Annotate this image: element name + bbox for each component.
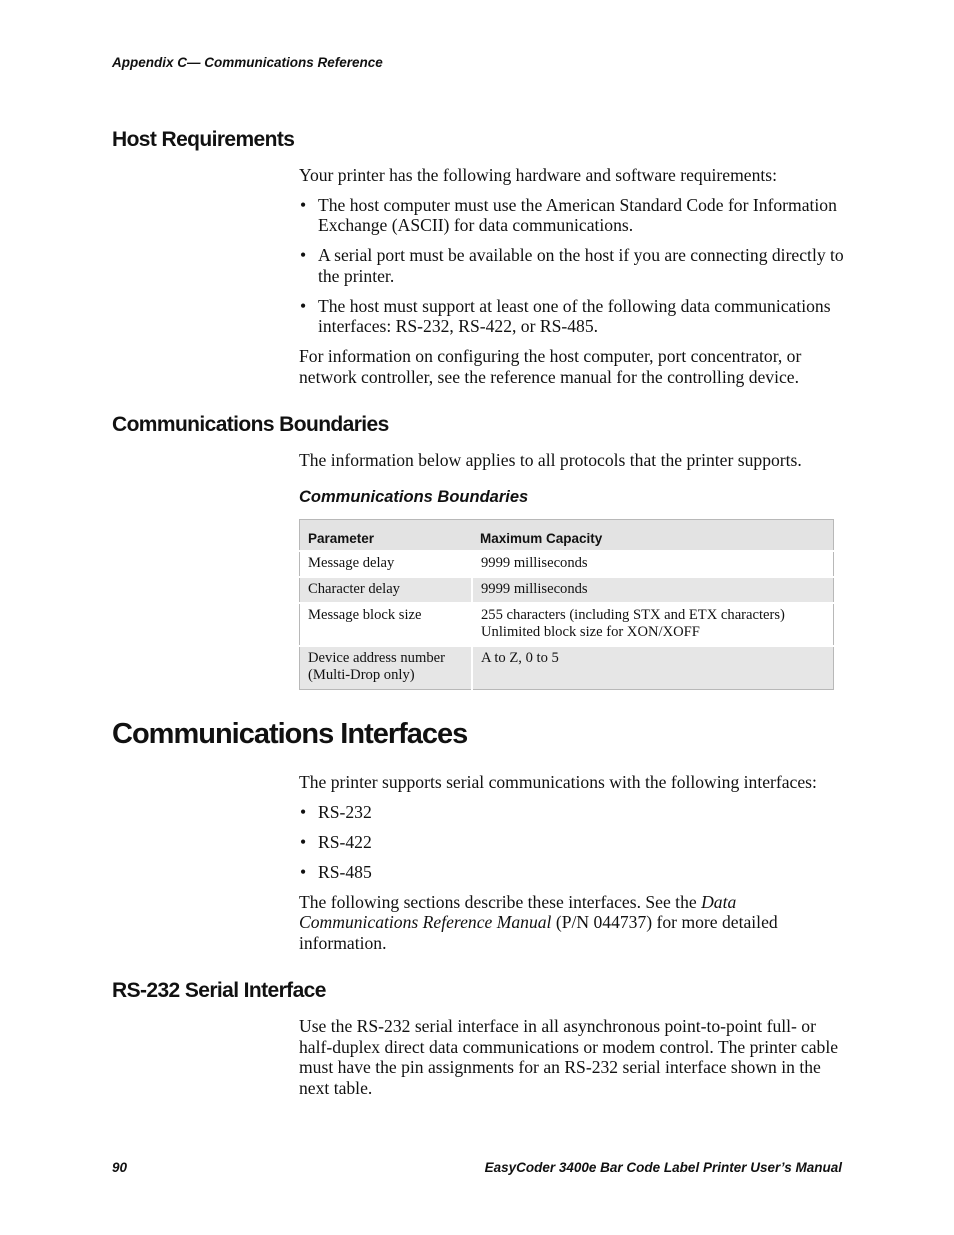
communications-boundaries-table bbox=[299, 519, 834, 690]
table-row bbox=[300, 603, 834, 646]
table-row bbox=[300, 646, 834, 690]
table-row bbox=[300, 551, 834, 577]
table-cell-capacity bbox=[472, 551, 834, 577]
heading-communications-interfaces: Communications Interfaces bbox=[112, 718, 468, 750]
outro-text: (P/N 044737) for more detailed information. bbox=[299, 912, 778, 953]
host-requirements-list bbox=[299, 195, 844, 337]
capacity-line: 9999 milliseconds bbox=[481, 581, 588, 597]
outro-text: The following sections describe these interfaces. See the bbox=[299, 891, 702, 912]
capacity-line: A to Z, 0 to 5 bbox=[481, 650, 559, 666]
capacity-line: 255 characters (including STX and ETX characters) bbox=[481, 607, 785, 623]
communications-interfaces-outro bbox=[299, 892, 844, 954]
table-cell-capacity bbox=[472, 603, 834, 646]
table-cell-parameter: Character delay bbox=[300, 577, 473, 603]
communications-boundaries-intro: The information below applies to all protocols that the printer supports. bbox=[299, 450, 802, 470]
host-requirements-intro: Your printer has the following hardware and software requirements: bbox=[299, 165, 777, 185]
host-requirements-outro: For information on configuring the host computer, port concentrator, or network controller, see the reference manual for the controlling device. bbox=[299, 346, 802, 387]
list-item: • RS-232 bbox=[299, 802, 844, 823]
interfaces-list bbox=[299, 802, 844, 883]
heading-host-requirements: Host Requirements bbox=[112, 128, 295, 151]
list-item: • RS-422 bbox=[299, 832, 844, 853]
table-cell-parameter: Device address number (Multi-Drop only) bbox=[300, 646, 473, 690]
table-cell-parameter: Message delay bbox=[300, 551, 473, 577]
page-number: 90 bbox=[112, 1160, 128, 1175]
table-header-row bbox=[300, 520, 834, 552]
manual-reference: Data Communications Reference Manual bbox=[299, 891, 737, 932]
communications-interfaces-body bbox=[299, 772, 844, 962]
heading-communications-boundaries: Communications Boundaries bbox=[112, 413, 389, 436]
table-cell-capacity bbox=[472, 577, 834, 603]
table-caption: Communications Boundaries bbox=[299, 488, 529, 506]
host-requirements-body bbox=[299, 165, 844, 396]
communications-interfaces-intro: The printer supports serial communications with the following interfaces: bbox=[299, 772, 817, 792]
capacity-line: Unlimited block size for XON/XOFF bbox=[481, 624, 700, 640]
capacity-line: 9999 milliseconds bbox=[481, 555, 588, 571]
rs232-body bbox=[299, 1016, 844, 1107]
table-cell-capacity bbox=[472, 646, 834, 690]
manual-title: EasyCoder 3400e Bar Code Label Printer User’s Manual bbox=[484, 1160, 842, 1175]
table-cell-parameter: Message block size bbox=[300, 603, 473, 646]
column-header-parameter: Parameter bbox=[300, 520, 473, 552]
communications-boundaries-body bbox=[299, 450, 844, 480]
list-item: • RS-485 bbox=[299, 862, 844, 883]
list-item: • A serial port must be available on the host if you are connecting directly to the printer. bbox=[299, 245, 844, 286]
column-header-maximum-capacity: Maximum Capacity bbox=[472, 520, 834, 552]
list-item: • The host must support at least one of the following data communications interfaces: RS-232, RS-422, or RS-485. bbox=[299, 296, 844, 337]
table-row bbox=[300, 577, 834, 603]
running-head: Appendix C— Communications Reference bbox=[112, 55, 383, 70]
heading-rs232-serial-interface: RS-232 Serial Interface bbox=[112, 979, 326, 1002]
rs232-paragraph: Use the RS-232 serial interface in all asynchronous point-to-point full- or half-duplex direct data communications or modem control. The printer cable must have the pin assignments for an RS-232 serial interface shown in the next table. bbox=[299, 1016, 839, 1098]
list-item: • The host computer must use the American Standard Code for Information Exchange (ASCII) for data communications. bbox=[299, 195, 844, 236]
